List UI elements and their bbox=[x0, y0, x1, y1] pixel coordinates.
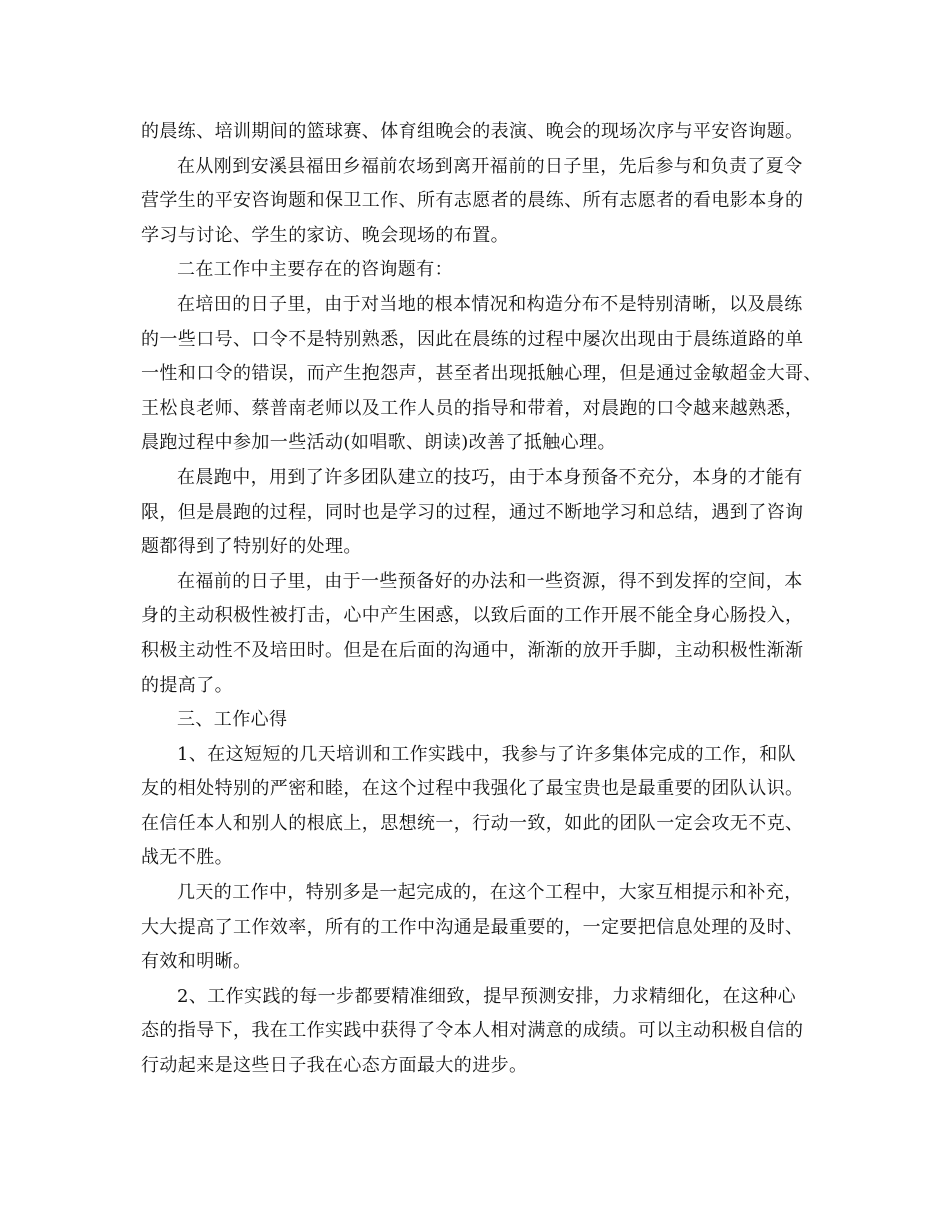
document-body bbox=[141, 115, 821, 1084]
paragraph-line: 战无不胜。 bbox=[141, 847, 233, 869]
paragraph-line: 的一些口号、口令不是特别熟悉，因此在晨练的过程中屡次出现由于晨练道路的单 bbox=[141, 328, 804, 350]
section-heading-insights: 三、工作心得 bbox=[177, 709, 288, 731]
paragraph-line: 在信任本人和别人的根底上，思想统一，行动一致，如此的团队一定会攻无不克、 bbox=[141, 812, 804, 834]
paragraph-line: 一性和口令的错误，而产生抱怨声，甚至者出现抵触心理，但是通过金敏超金大哥、 bbox=[141, 363, 822, 385]
paragraph-first-line: 在晨跑中，用到了许多团队建立的技巧，由于本身预备不充分，本身的才能有 bbox=[177, 466, 803, 488]
paragraph-first-line: 几天的工作中，特别多是一起完成的，在这个工程中，大家互相提示和补充， bbox=[177, 882, 803, 904]
paragraph-first-line: 2、工作实践的每一步都要精准细致，提早预测安排，力求精细化，在这种心 bbox=[177, 985, 797, 1007]
paragraph-line: 营学生的平安咨询题和保卫工作、所有志愿者的晨练、所有志愿者的看电影本身的 bbox=[141, 190, 804, 212]
paragraph-first-line: 在从刚到安溪县福田乡福前农场到离开福前的日子里，先后参与和负责了夏令 bbox=[177, 155, 803, 177]
paragraph-line: 的提高了。 bbox=[141, 674, 233, 696]
paragraph-line: 晨跑过程中参加一些活动(如唱歌、朗读)改善了抵触心理。 bbox=[141, 432, 616, 454]
paragraph-line: 大大提高了工作效率，所有的工作中沟通是最重要的，一定要把信息处理的及时、 bbox=[141, 916, 804, 938]
paragraph-first-line: 在福前的日子里，由于一些预备好的办法和一些资源，得不到发挥的空间，本 bbox=[177, 570, 803, 592]
paragraph-first-line: 在培田的日子里，由于对当地的根本情况和构造分布不是特别清晰，以及晨练 bbox=[177, 293, 803, 315]
section-heading-issues: 二在工作中主要存在的咨询题有： bbox=[177, 259, 453, 281]
paragraph-line: 限，但是晨跑的过程，同时也是学习的过程，通过不断地学习和总结，遇到了咨询 bbox=[141, 501, 804, 523]
paragraph-line: 友的相处特别的严密和睦，在这个过程中我强化了最宝贵也是最重要的团队认识。 bbox=[141, 778, 804, 800]
paragraph-continuation-line: 的晨练、培训期间的篮球赛、体育组晚会的表演、晚会的现场次序与平安咨询题。 bbox=[141, 121, 804, 142]
paragraph-line: 态的指导下，我在工作实践中获得了令本人相对满意的成绩。可以主动积极自信的 bbox=[141, 1020, 804, 1042]
paragraph-line: 行动起来是这些日子我在心态方面最大的进步。 bbox=[141, 1055, 528, 1077]
paragraph-line: 王松良老师、蔡普南老师以及工作人员的指导和带着，对晨跑的口令越来越熟悉， bbox=[141, 397, 804, 419]
paragraph-line: 积极主动性不及培田时。但是在后面的沟通中，渐渐的放开手脚，主动积极性渐渐 bbox=[141, 639, 804, 661]
paragraph-line: 身的主动积极性被打击，心中产生困惑，以致后面的工作开展不能全身心肠投入， bbox=[141, 605, 804, 627]
paragraph-line: 题都得到了特别好的处理。 bbox=[141, 536, 362, 558]
paragraph-line: 学习与讨论、学生的家访、晚会现场的布置。 bbox=[141, 224, 509, 246]
paragraph-line: 有效和明晰。 bbox=[141, 951, 252, 973]
paragraph-first-line: 1、在这短短的几天培训和工作实践中，我参与了许多集体完成的工作，和队 bbox=[177, 743, 797, 765]
